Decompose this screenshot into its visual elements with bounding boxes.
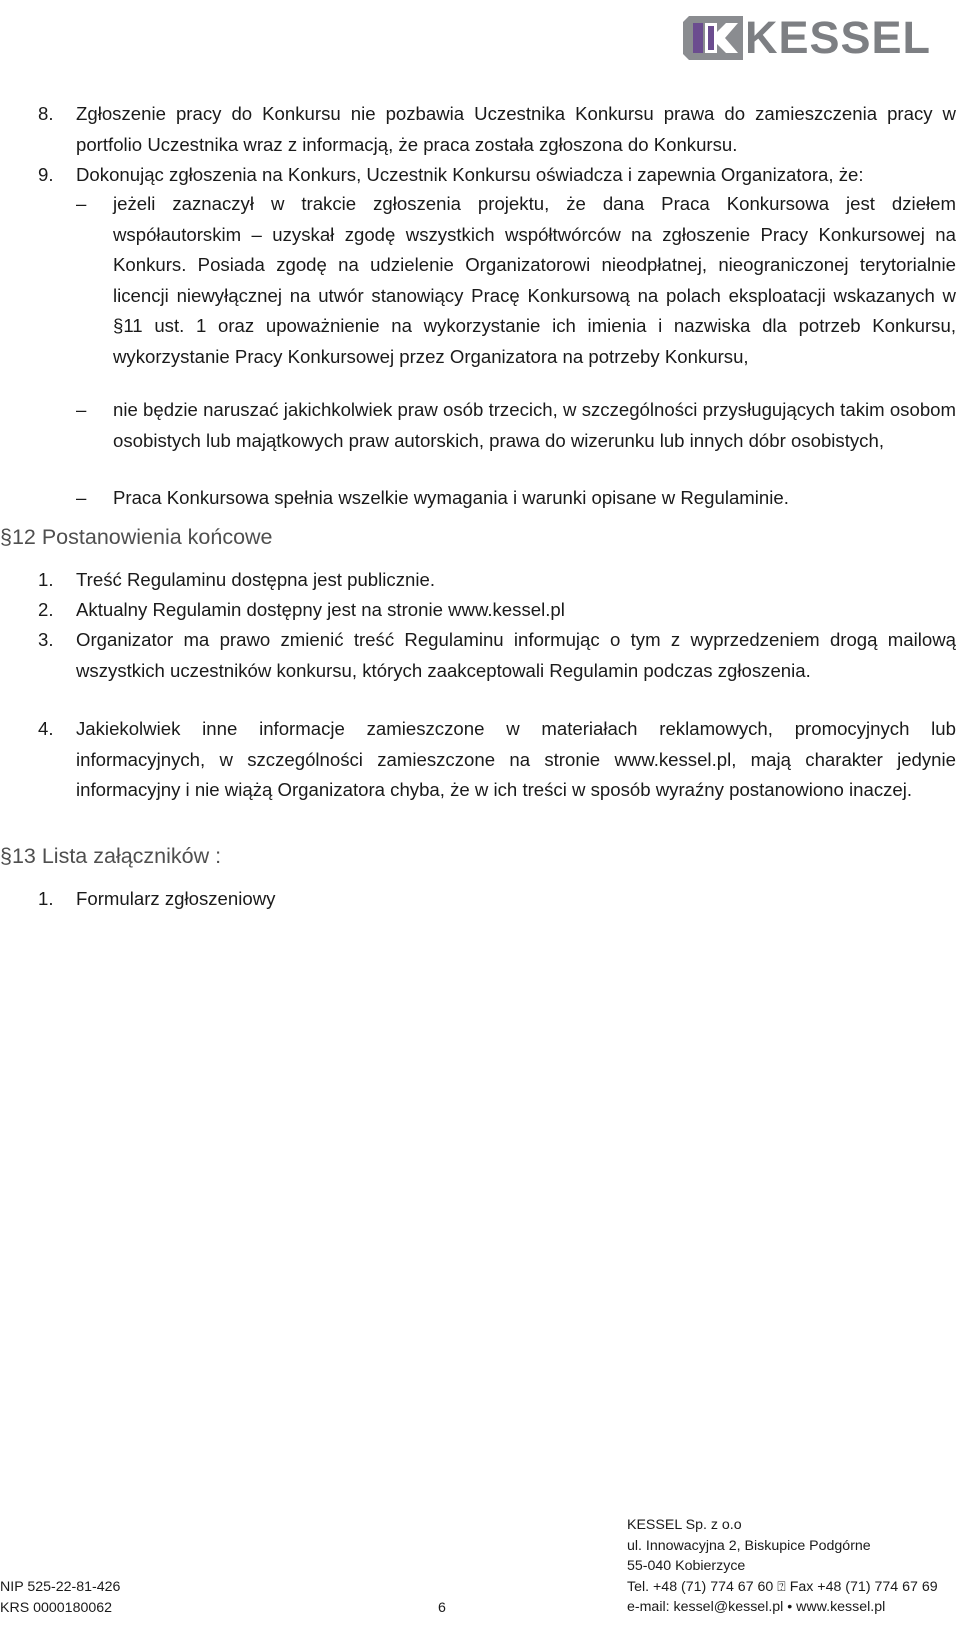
kessel-logo-text: KESSEL bbox=[745, 12, 932, 63]
list-item-number: 2. bbox=[38, 599, 54, 620]
list-item-number: 1. bbox=[38, 569, 54, 590]
list-item-number: 1. bbox=[38, 888, 54, 909]
footer-nip: NIP 525-22-81-426 bbox=[0, 1579, 121, 1595]
list-item-text: Dokonując zgłoszenia na Konkurs, Uczestnik Konkursu oświadcza i zapewnia Organizatora, że: bbox=[76, 164, 864, 185]
footer-city: 55-040 Kobierzyce bbox=[627, 1558, 746, 1575]
list-item-text: Zgłoszenie pracy do Konkursu nie pozbawia Uczestnika Konkursu prawa do zamieszczenia pracy w portfolio Uczestnika wraz z informacją, że praca została zgłoszona do Konkursu. bbox=[76, 103, 956, 155]
dash-item-text: nie będzie naruszać jakichkolwiek praw osób trzecich, w szczególności przysługujących takim osobom osobistych lub majątkowych praw autorskich, prawa do wizerunku lub innych dóbr osobistych, bbox=[113, 399, 956, 451]
footer-krs: KRS 0000180062 bbox=[0, 1599, 113, 1616]
dash-item-text: jeżeli zaznaczył w trakcie zgłoszenia projektu, że dana Praca Konkursowa jest dziełem współautorskim – uzyskał zgodę wszystkich współtwórców na zgłoszenie Pracy Konkursowej na Konkurs. Posiada zgodę na udzielenie Organizatorowi nieodpłatnej, nieograniczonej terytorialnie licencji niewyłącznej na utwór stanowiący Pracę Konkursową na polach eksploatacji wskazanych w §11 ust. 1 oraz upoważnienie na wykorzystanie ich imienia i nazwiska dla potrzeb Konkursu, wykorzystanie Pracy Konkursowej przez Organizatora na potrzeby Konkursu, bbox=[113, 193, 956, 367]
kessel-logo bbox=[683, 12, 941, 63]
list-item-number: 3. bbox=[38, 629, 54, 650]
section-heading: §13 Lista załączników : bbox=[0, 844, 222, 868]
dash-item-text: Praca Konkursowa spełnia wszelkie wymagania i warunki opisane w Regulaminie. bbox=[113, 487, 789, 508]
list-item-text: Treść Regulaminu dostępna jest publicznie. bbox=[76, 569, 435, 590]
list-item-number: 8. bbox=[38, 103, 54, 124]
dash-marker: – bbox=[76, 487, 87, 508]
list-item-number: 9. bbox=[38, 164, 54, 185]
list-item-text: Jakiekolwiek inne informacje zamieszczone w materiałach reklamowych, promocyjnych lub informacyjnych, w szczególności zamieszczone na stronie www.kessel.pl, mają charakter jedynie informacyjny i nie wiążą Organizatora chyba, że w ich treści w sposób wyraźny postanowiono inaczej. bbox=[76, 718, 956, 800]
list-item-text: Aktualny Regulamin dostępny jest na stronie www.kessel.pl bbox=[76, 599, 565, 620]
section-heading: §12 Postanowienia końcowe bbox=[0, 525, 273, 549]
footer-phone-fax: Tel. +48 (71) 774 67 60 ⍰ Fax +48 (71) 774 67 69 bbox=[627, 1578, 938, 1595]
list-item-text: Organizator ma prawo zmienić treść Regulaminu informując o tym z wyprzedzeniem drogą mailową wszystkich uczestników konkursu, których zaakceptowali Regulamin podczas zgłoszenia. bbox=[76, 629, 956, 681]
dash-marker: – bbox=[76, 193, 87, 214]
list-item-text: Formularz zgłoszeniowy bbox=[76, 888, 276, 909]
page-number: 6 bbox=[438, 1600, 446, 1616]
footer-company-name: KESSEL Sp. z o.o bbox=[627, 1517, 742, 1533]
footer-company-info bbox=[627, 1515, 957, 1618]
footer-street: ul. Innowacyjna 2, Biskupice Podgórne bbox=[627, 1537, 871, 1554]
list-item-number: 4. bbox=[38, 718, 54, 739]
dash-marker: – bbox=[76, 399, 87, 420]
footer-registration bbox=[0, 1577, 120, 1618]
kessel-logo-icon bbox=[683, 16, 743, 60]
footer-email-web: e-mail: kessel@kessel.pl • www.kessel.pl bbox=[627, 1599, 886, 1616]
